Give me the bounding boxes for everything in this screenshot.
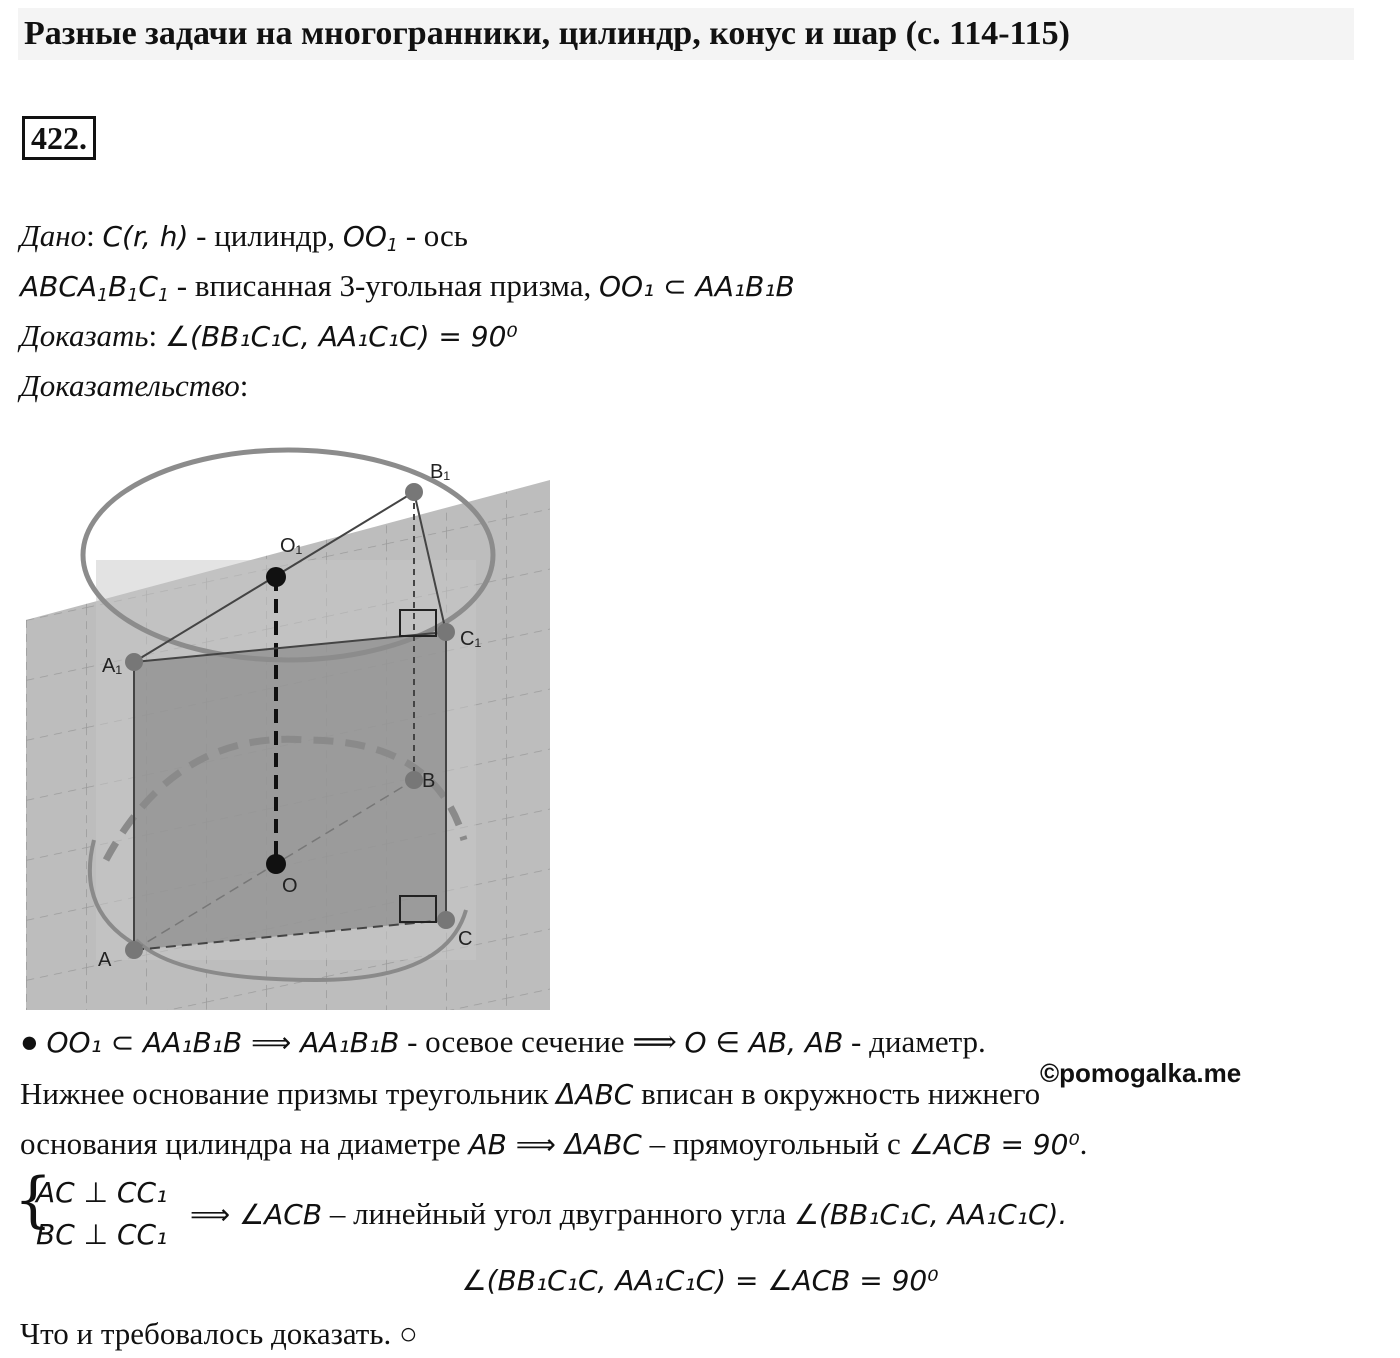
proof-line-3: основания цилиндра на диаметре AB ⟹ ΔABC – прямоугольный с ∠ACB = 90⁰.: [20, 1126, 1088, 1161]
system-brace: {: [14, 1165, 53, 1235]
label-A1: A₁: [102, 655, 123, 677]
prove-line: Доказать: ∠(BB₁C₁C, AA₁C₁C) = 90⁰: [20, 318, 518, 353]
qed-line: Что и требовалось доказать. ○: [20, 1316, 418, 1351]
cylinder-prism-figure: [26, 440, 550, 1014]
system-line-1: AC ⊥ CC₁: [36, 1176, 168, 1209]
label-B1: B₁: [430, 461, 451, 483]
given-text1: - цилиндр,: [188, 218, 343, 253]
label-O1: O₁: [280, 535, 303, 557]
proof-formula-1: OO₁ ⊂ AA₁B₁B ⟹ AA₁B₁B: [46, 1026, 400, 1059]
proof-line-4: ⟹ ∠ACB – линейный угол двугранного угла ∠(BB₁C₁C, AA₁C₁C).: [190, 1196, 1068, 1231]
proof-text-1b: - диаметр.: [843, 1024, 986, 1059]
page-title: Разные задачи на многогранники, цилиндр, конус и шар (с. 114-115): [18, 8, 1354, 60]
axis-formula: $OO_1$: [342, 220, 398, 257]
prism-relation: OO₁ ⊂ AA₁B₁B: [598, 270, 795, 303]
proof-line-1: ● OO₁ ⊂ AA₁B₁B ⟹ AA₁B₁B - осевое сечение ⟹ O ∈ AB, AB - диаметр.: [20, 1024, 986, 1059]
given-line: Дано: C(r, h) - цилиндр, $OO_1$ - ось: [20, 218, 468, 257]
problem-number: 422.: [22, 116, 96, 160]
center-equation: ∠(BB₁C₁C, AA₁C₁C) = ∠ACB = 90⁰: [461, 1264, 939, 1297]
watermark: ©pomogalka.me: [1040, 1058, 1242, 1088]
label-O: O: [282, 875, 298, 897]
label-A: A: [98, 949, 112, 971]
proof-heading: Доказательство:: [20, 368, 249, 403]
prism-text: - вписанная 3-угольная призма,: [169, 268, 599, 303]
prove-label: Доказать: [20, 318, 149, 353]
given-text2: - ось: [397, 218, 468, 253]
label-B: B: [422, 770, 436, 792]
proof-text-1: - осевое сечение ⟹: [399, 1024, 685, 1059]
cylinder-formula: C(r, h): [102, 220, 189, 253]
prism-formula: $ABCA_1B_1C_1$: [20, 270, 169, 307]
prism-line: [20, 268, 795, 306]
proof-formula-1b: O ∈ AB, AB: [684, 1026, 844, 1059]
proof-line-2: Нижнее основание призмы треугольник ΔABC вписан в окружность нижнего: [20, 1076, 1041, 1111]
label-C: C: [458, 928, 473, 950]
system-line-2: BC ⊥ CC₁: [36, 1218, 168, 1251]
given-label: Дано: [20, 218, 87, 253]
prove-statement: ∠(BB₁C₁C, AA₁C₁C) = 90⁰: [164, 320, 518, 353]
label-C1: C₁: [460, 628, 482, 650]
